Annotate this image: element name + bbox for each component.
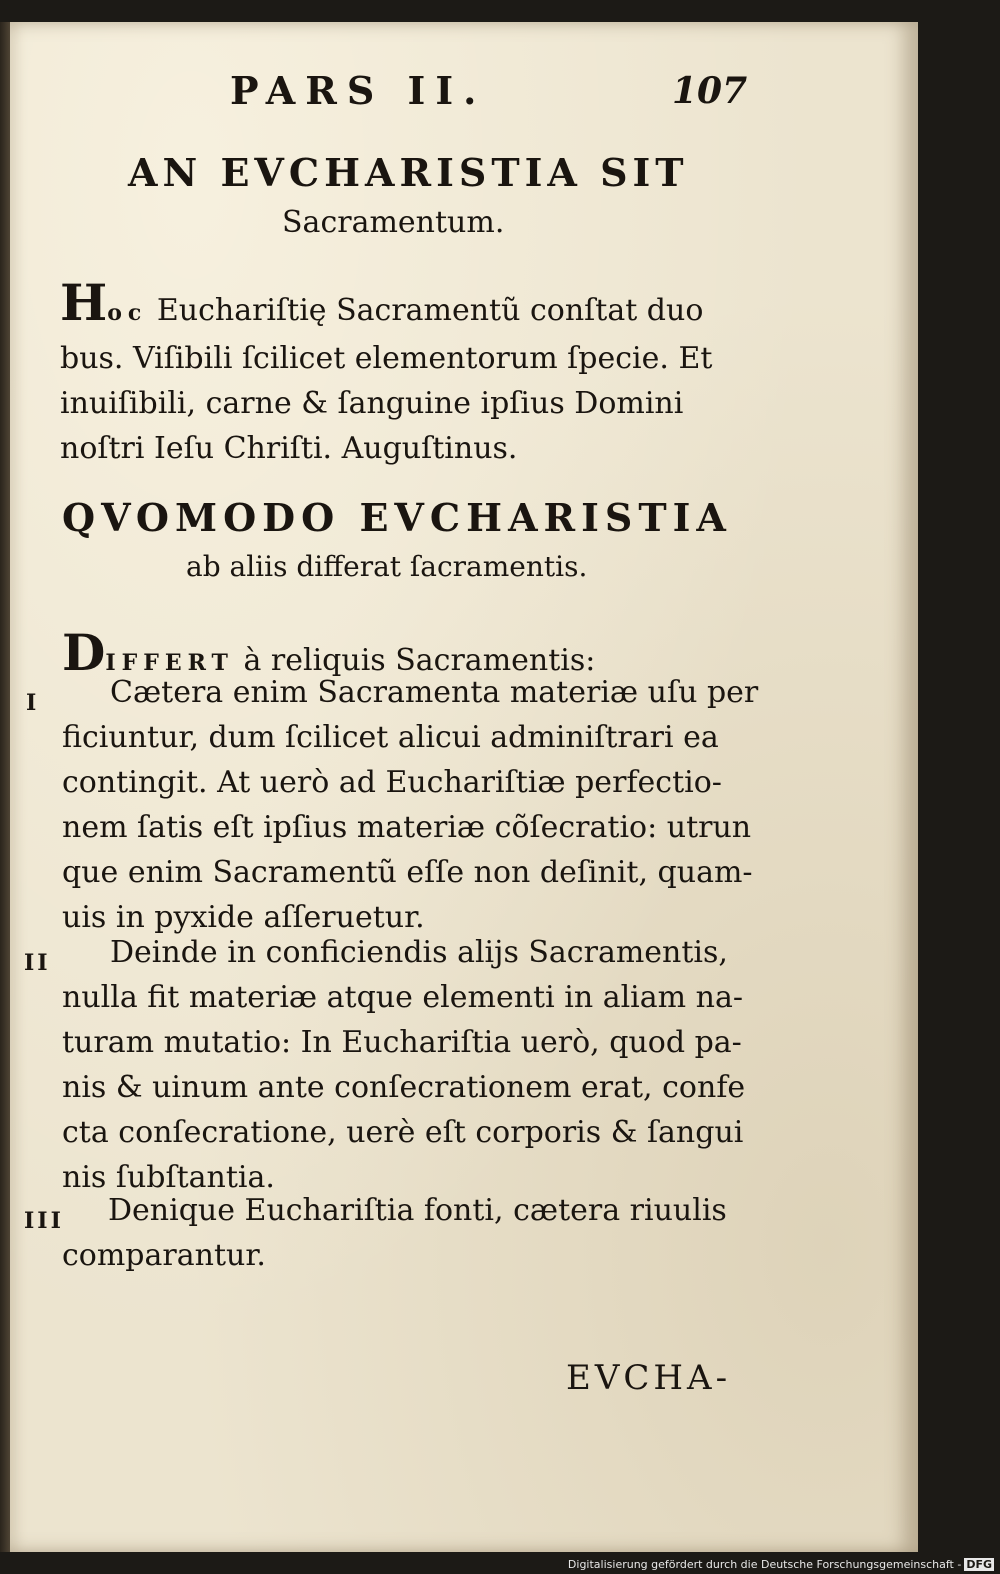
list-item (62, 930, 745, 1200)
margin-numeral: I (26, 690, 40, 716)
credit-text: Digitalisierung gefördert durch die Deutsche Forschungsgemeinschaft - (567, 1558, 962, 1571)
text-line: comparantur. (62, 1238, 266, 1273)
section1-title: AN EVCHARISTIA SIT (128, 150, 689, 195)
list-item (62, 670, 758, 940)
section1-subtitle: Sacramentum. (282, 205, 505, 240)
running-head: PARS II. (230, 68, 487, 113)
section1-paragraph (60, 273, 713, 471)
text-line: noſtri Ieſu Chriſti. Auguſtinus. (60, 431, 518, 466)
line-text: à reliquis Sacramentis: (233, 643, 596, 678)
digitization-credit (568, 1558, 994, 1571)
text-line: turam mutatio: In Euchariſtia uerò, quod pa- (62, 1025, 742, 1060)
page-number: 107 (672, 70, 748, 112)
text-line: nulla fit materiæ atque elementi in aliam na- (62, 980, 743, 1015)
text-line: que enim Sacramentũ eſſe non deſinit, quam- (62, 855, 753, 890)
text-line: nis & uinum ante conſecrationem erat, confe (62, 1070, 746, 1105)
catchword: EVCHA- (566, 1358, 732, 1398)
text-line: Deinde in conficiendis alijs Sacramentis, (110, 935, 728, 970)
text-line: uis in pyxide aſſeruetur. (62, 900, 425, 935)
text-line: inuiſibili, carne & ſanguine ipſius Domini (60, 386, 684, 421)
text-line: contingit. At uerò ad Euchariſtiæ perfectio- (62, 765, 722, 800)
list-item (62, 1188, 727, 1278)
text-line: cta conſecratione, uerè eſt corporis & ſangui (62, 1115, 744, 1150)
section2-title: QVOMODO EVCHARISTIA (62, 495, 732, 540)
margin-numeral: II (24, 950, 51, 976)
drop-cap: D (62, 623, 106, 682)
drop-cap: H (60, 273, 108, 332)
text-line: Denique Euchariſtia fonti, cætera riuulis (108, 1193, 727, 1228)
text-line: Cætera enim Sacramenta materiæ uſu per (110, 675, 759, 710)
text-line: nem ſatis eſt ipſius materiæ cõſecratio: utrun (62, 810, 752, 845)
text-line: bus. Viſibili ſcilicet elementorum ſpecie. Et (60, 341, 713, 376)
text-line (60, 273, 712, 336)
dfg-logo: DFG (966, 1558, 992, 1571)
opening-word: oc (107, 300, 148, 326)
section2-subtitle: ab aliis differat ſacramentis. (186, 550, 588, 583)
text-line: ficiuntur, dum ſcilicet alicui adminiſtrari ea (62, 720, 719, 755)
text-line: nis ſubſtantia. (62, 1160, 275, 1195)
line-text: Euchariſtię Sacramentũ conſtat duo (147, 293, 704, 328)
opening-word: IFFERT (105, 650, 234, 676)
margin-numeral: III (24, 1208, 64, 1234)
